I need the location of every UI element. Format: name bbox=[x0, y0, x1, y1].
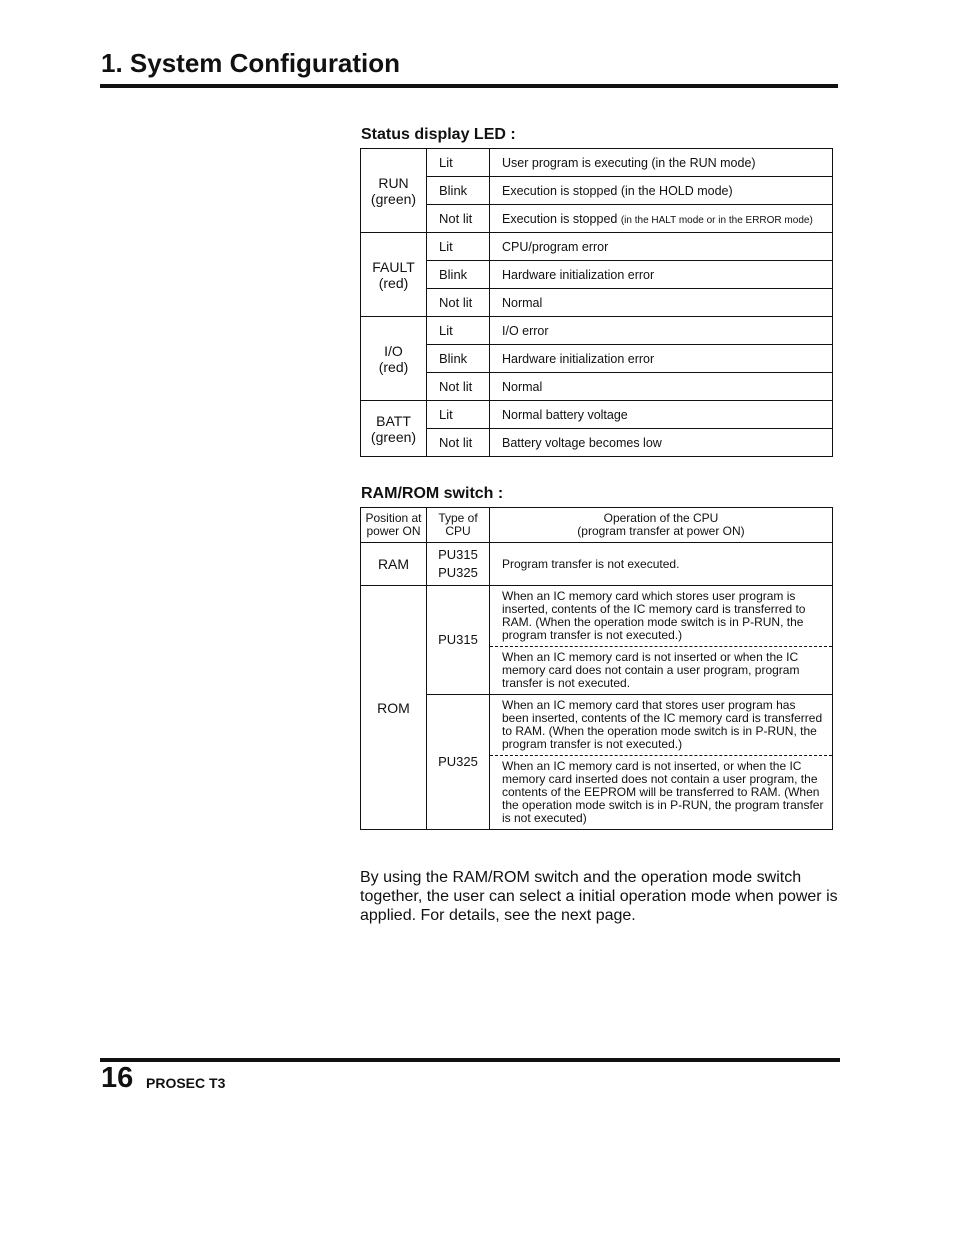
table-row bbox=[361, 429, 833, 457]
column-header-operation: Operation of the CPU (program transfer at power ON) bbox=[490, 508, 833, 543]
table-row bbox=[361, 586, 833, 647]
led-meaning: User program is executing (in the RUN mode) bbox=[490, 149, 833, 177]
led-state: Not lit bbox=[427, 429, 490, 457]
led-meaning: Execution is stopped (in the HALT mode or in the ERROR mode) bbox=[490, 205, 833, 233]
led-meaning: Normal battery voltage bbox=[490, 401, 833, 429]
led-state: Not lit bbox=[427, 205, 490, 233]
led-meaning: CPU/program error bbox=[490, 233, 833, 261]
page-title: 1. System Configuration bbox=[101, 48, 401, 78]
column-header-position: Position at power ON bbox=[361, 508, 427, 543]
cpu-type-cell: PU325 bbox=[427, 695, 490, 830]
table-row bbox=[361, 373, 833, 401]
operation-cell: When an IC memory card which stores user program is inserted, contents of the IC memory card is transferred to RAM. (When the operation mode switch is in P-RUN, the program transfer is not executed.) bbox=[490, 586, 833, 647]
led-name: BATT (green) bbox=[361, 401, 427, 457]
table-row bbox=[361, 205, 833, 233]
led-state: Lit bbox=[427, 401, 490, 429]
led-state: Lit bbox=[427, 317, 490, 345]
led-state: Lit bbox=[427, 233, 490, 261]
status-led-table bbox=[360, 148, 833, 457]
page-number: 16 bbox=[101, 1062, 134, 1094]
table-row bbox=[361, 345, 833, 373]
led-name: I/O (red) bbox=[361, 317, 427, 401]
table-row bbox=[361, 261, 833, 289]
table-header-row bbox=[361, 508, 833, 543]
led-state: Blink bbox=[427, 177, 490, 205]
led-state: Blink bbox=[427, 345, 490, 373]
body-paragraph: By using the RAM/ROM switch and the operation mode switch together, the user can select a initial operation mode when power is applied. For details, see the next page. bbox=[360, 869, 838, 924]
table-row bbox=[361, 149, 833, 177]
position-cell: ROM bbox=[361, 586, 427, 830]
cpu-type-cell: PU315 bbox=[427, 586, 490, 695]
operation-cell: When an IC memory card is not inserted or when the IC memory card does not contain a user program, program transfer is not executed. bbox=[490, 647, 833, 695]
led-meaning: Hardware initialization error bbox=[490, 261, 833, 289]
led-meaning: Battery voltage becomes low bbox=[490, 429, 833, 457]
footer-rule bbox=[100, 1058, 840, 1062]
led-meaning: Execution is stopped (in the HOLD mode) bbox=[490, 177, 833, 205]
led-state: Lit bbox=[427, 149, 490, 177]
led-state: Not lit bbox=[427, 289, 490, 317]
product-name: PROSEC T3 bbox=[146, 1075, 226, 1091]
led-meaning: Normal bbox=[490, 289, 833, 317]
led-meaning: I/O error bbox=[490, 317, 833, 345]
table-row bbox=[361, 695, 833, 756]
operation-cell: Program transfer is not executed. bbox=[490, 543, 833, 586]
table-row bbox=[361, 317, 833, 345]
status-led-heading: Status display LED : bbox=[361, 126, 516, 143]
led-state: Blink bbox=[427, 261, 490, 289]
column-header-cpu: Type of CPU bbox=[427, 508, 490, 543]
ram-rom-table bbox=[360, 507, 833, 830]
led-meaning-note: (in the HALT mode or in the ERROR mode) bbox=[620, 214, 813, 226]
operation-cell: When an IC memory card that stores user program has been inserted, contents of the IC memory card is transferred to RAM. (When the operation mode switch is in P-RUN, the program transfer is not executed.) bbox=[490, 695, 833, 756]
table-row bbox=[361, 543, 833, 586]
header-rule bbox=[100, 84, 838, 88]
led-name: RUN (green) bbox=[361, 149, 427, 233]
led-meaning: Normal bbox=[490, 373, 833, 401]
table-row bbox=[361, 289, 833, 317]
table-row bbox=[361, 177, 833, 205]
table-row bbox=[361, 233, 833, 261]
cpu-type-cell: PU315 PU325 bbox=[427, 543, 490, 586]
led-meaning: Hardware initialization error bbox=[490, 345, 833, 373]
table-row bbox=[361, 401, 833, 429]
ram-rom-heading: RAM/ROM switch : bbox=[361, 485, 504, 502]
position-cell: RAM bbox=[361, 543, 427, 586]
operation-cell: When an IC memory card is not inserted, or when the IC memory card inserted does not contain a user program, the contents of the EEPROM will be transferred to RAM. (When the operation mode switch is in P-RUN, the program transfer is not executed) bbox=[490, 756, 833, 830]
led-name: FAULT (red) bbox=[361, 233, 427, 317]
led-state: Not lit bbox=[427, 373, 490, 401]
